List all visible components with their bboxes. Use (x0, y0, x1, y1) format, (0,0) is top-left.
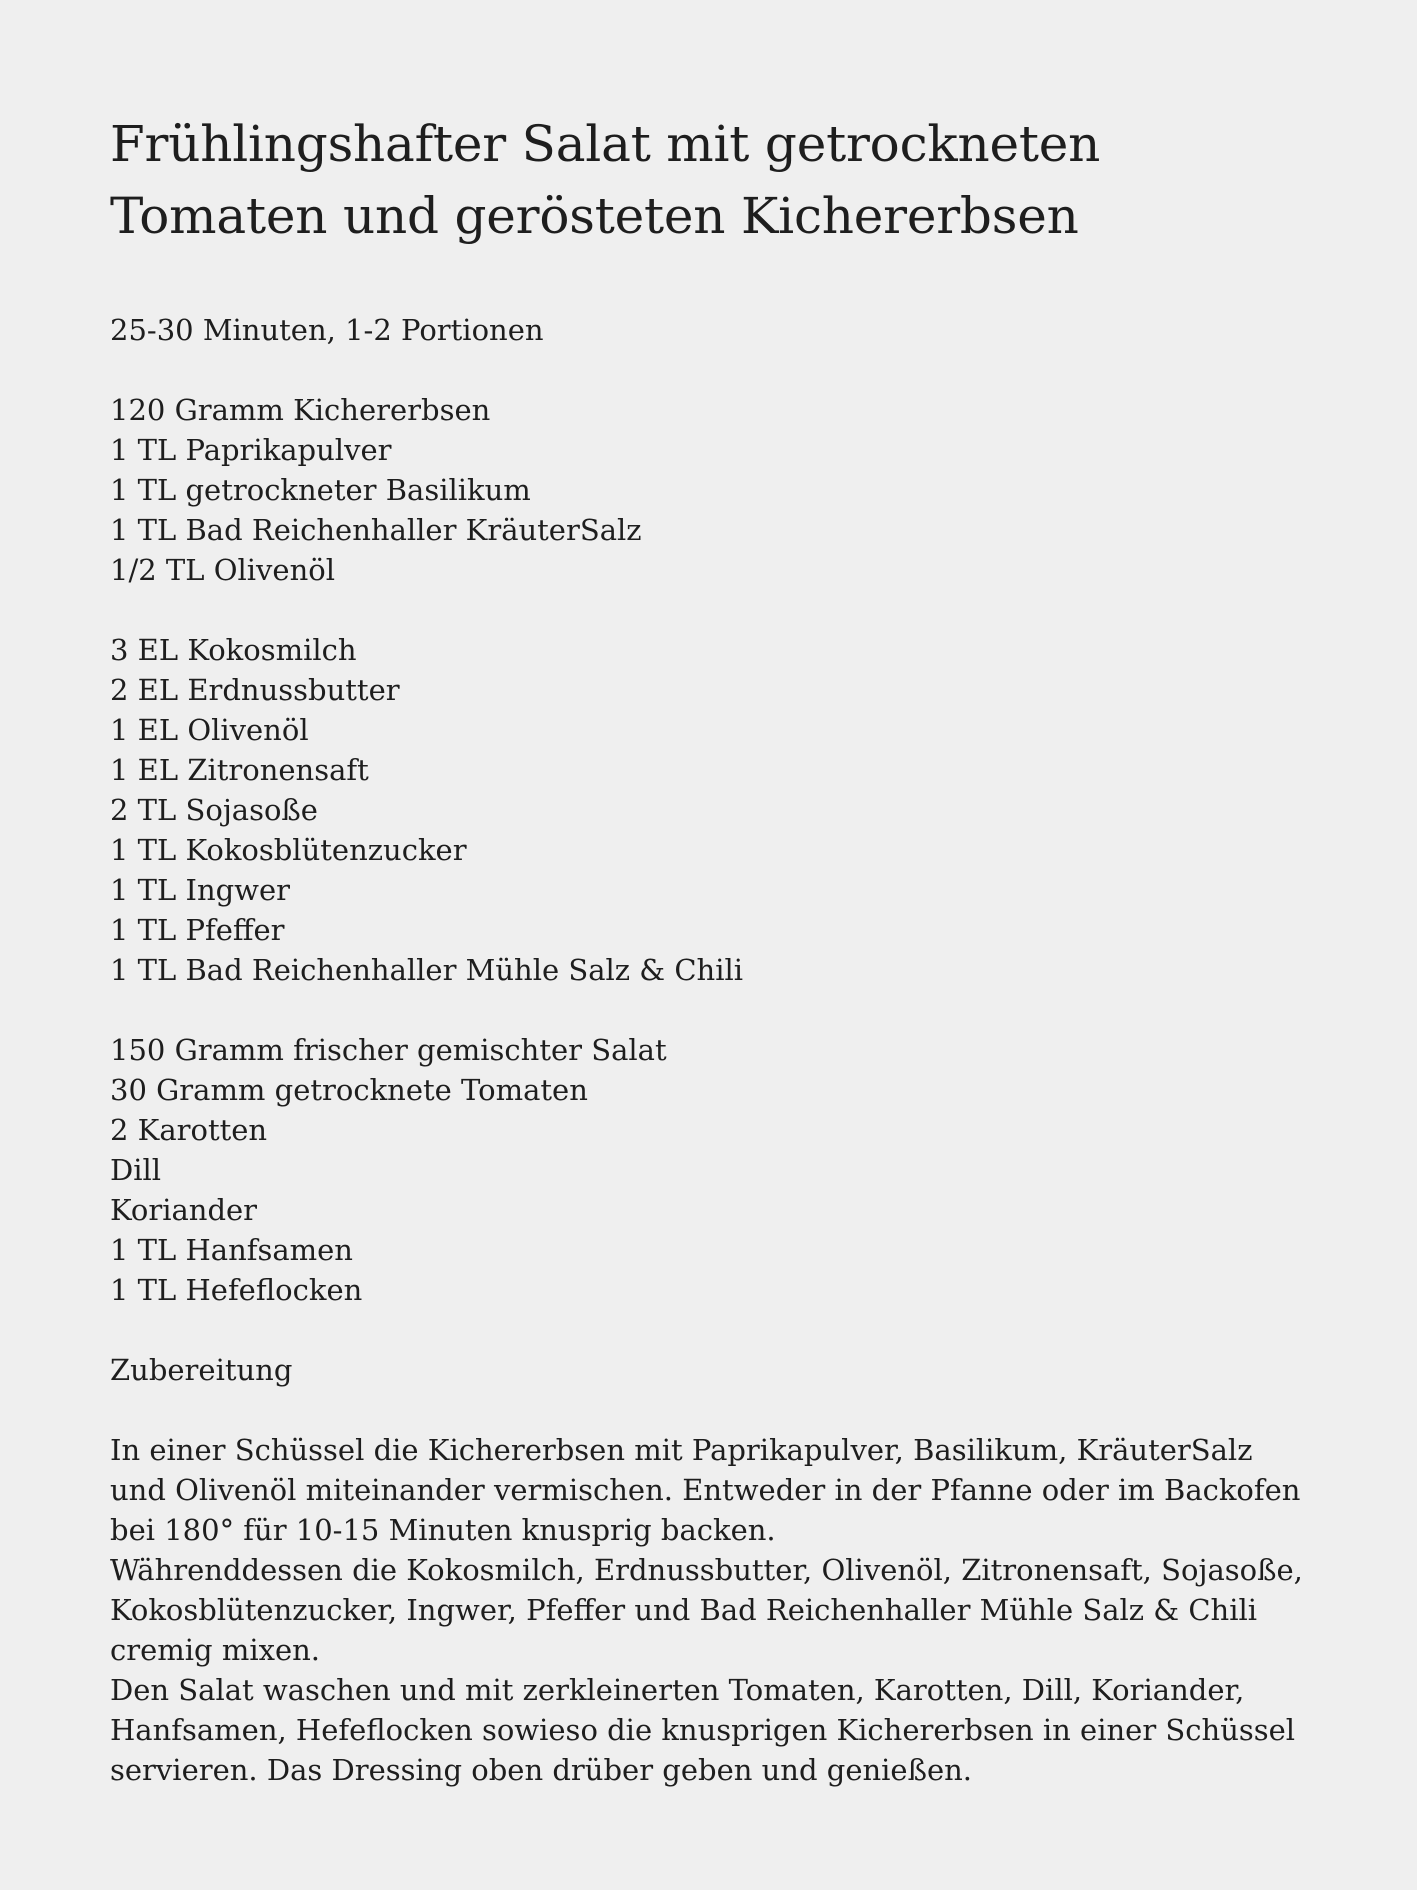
ingredient-item: 1 EL Olivenöl (110, 713, 309, 747)
ingredient-item: 1 TL Bad Reichenhaller KräuterSalz (110, 513, 642, 547)
preparation-instructions (110, 1430, 1307, 1790)
preparation-paragraph: Währenddessen die Kokosmilch, Erdnussbutter, Olivenöl, Zitronensaft, Sojasoße, Kokosblütenzucker, Ingwer, Pfeffer und Bad Reichenhaller Mühle Salz & Chili cremig mixen. (110, 1553, 1303, 1667)
ingredient-group-chickpeas (110, 390, 1307, 590)
ingredient-item: 1 EL Zitronensaft (110, 753, 369, 787)
ingredient-item: 1/2 TL Olivenöl (110, 553, 335, 587)
preparation-paragraph: Den Salat waschen und mit zerkleinerten Tomaten, Karotten, Dill, Koriander, Hanfsamen, Hefeflocken sowieso die knusprigen Kichererbsen in einer Schüssel servieren. Das Dressing oben drüber geben und genießen. (110, 1673, 1296, 1787)
ingredient-group-dressing (110, 630, 1307, 990)
ingredient-item: 2 TL Sojasoße (110, 793, 318, 827)
ingredient-item: 2 EL Erdnussbutter (110, 673, 400, 707)
ingredient-item: 1 TL Hanfsamen (110, 1233, 353, 1267)
ingredient-item: 1 TL Ingwer (110, 873, 291, 907)
ingredient-item: 150 Gramm frischer gemischter Salat (110, 1033, 667, 1067)
ingredient-item: 120 Gramm Kichererbsen (110, 393, 491, 427)
ingredient-item: 30 Gramm getrocknete Tomaten (110, 1073, 588, 1107)
recipe-time-servings: 25-30 Minuten, 1-2 Portionen (110, 313, 544, 347)
ingredient-item: 1 TL Pfeffer (110, 913, 285, 947)
ingredient-item: 1 TL Hefeflocken (110, 1273, 363, 1307)
ingredient-item: 1 TL getrockneter Basilikum (110, 473, 531, 507)
recipe-title: Frühlingshafter Salat mit getrockneten Tomaten und gerösteten Kichererbsen (110, 115, 1101, 245)
ingredient-group-salad (110, 1030, 1307, 1310)
ingredient-item: 1 TL Kokosblütenzucker (110, 833, 467, 867)
preparation-paragraph: In einer Schüssel die Kichererbsen mit Paprikapulver, Basilikum, KräuterSalz und Olivenöl miteinander vermischen. Entweder in der Pfanne oder im Backofen bei 180° für 10-15 Minuten knusprig backen. (110, 1433, 1301, 1547)
preparation-heading: Zubereitung (110, 1353, 293, 1387)
ingredient-item: 1 TL Bad Reichenhaller Mühle Salz & Chili (110, 953, 744, 987)
ingredient-item: Dill (110, 1153, 162, 1187)
ingredient-item: Koriander (110, 1193, 258, 1227)
ingredient-item: 2 Karotten (110, 1113, 268, 1147)
ingredient-item: 1 TL Paprikapulver (110, 433, 392, 467)
ingredient-item: 3 EL Kokosmilch (110, 633, 357, 667)
